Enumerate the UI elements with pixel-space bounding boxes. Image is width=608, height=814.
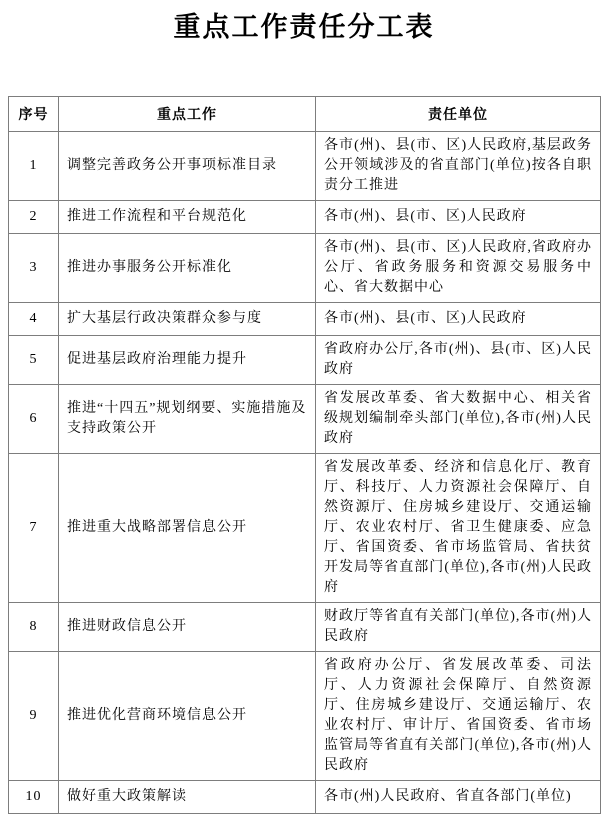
table-header-row	[9, 97, 601, 132]
table-row	[9, 234, 601, 303]
cell-responsible-unit: 省发展改革委、省大数据中心、相关省级规划编制牵头部门(单位),各市(州)人民政府	[316, 385, 601, 454]
cell-key-work: 做好重大政策解读	[59, 781, 316, 814]
responsibility-table	[8, 96, 601, 814]
cell-key-work: 推进财政信息公开	[59, 603, 316, 652]
col-header-unit: 责任单位	[316, 97, 601, 132]
cell-serial-number: 2	[9, 201, 59, 234]
cell-serial-number: 10	[9, 781, 59, 814]
cell-key-work: 扩大基层行政决策群众参与度	[59, 303, 316, 336]
cell-serial-number: 8	[9, 603, 59, 652]
cell-responsible-unit: 财政厅等省直有关部门(单位),各市(州)人民政府	[316, 603, 601, 652]
table-row	[9, 201, 601, 234]
cell-serial-number: 1	[9, 132, 59, 201]
table-row	[9, 303, 601, 336]
cell-key-work: 推进重大战略部署信息公开	[59, 454, 316, 603]
table-row	[9, 336, 601, 385]
page-title: 重点工作责任分工表	[173, 12, 435, 42]
table-row	[9, 781, 601, 814]
cell-serial-number: 5	[9, 336, 59, 385]
cell-responsible-unit: 省政府办公厅,各市(州)、县(市、区)人民政府	[316, 336, 601, 385]
cell-serial-number: 3	[9, 234, 59, 303]
cell-serial-number: 7	[9, 454, 59, 603]
cell-key-work: 推进“十四五”规划纲要、实施措施及支持政策公开	[59, 385, 316, 454]
col-header-work: 重点工作	[59, 97, 316, 132]
cell-responsible-unit: 省发展改革委、经济和信息化厅、教育厅、科技厅、人力资源社会保障厅、自然资源厅、住房城乡建设厅、交通运输厅、农业农村厅、省卫生健康委、应急厅、省国资委、省市场监管局、省扶贫开发局等省直部门(单位),各市(州)人民政府	[316, 454, 601, 603]
cell-key-work: 推进优化营商环境信息公开	[59, 652, 316, 781]
cell-key-work: 推进工作流程和平台规范化	[59, 201, 316, 234]
table-row	[9, 652, 601, 781]
table-row	[9, 132, 601, 201]
cell-serial-number: 6	[9, 385, 59, 454]
cell-responsible-unit: 各市(州)、县(市、区)人民政府,基层政务公开领域涉及的省直部门(单位)按各自职责分工推进	[316, 132, 601, 201]
cell-key-work: 推进办事服务公开标准化	[59, 234, 316, 303]
cell-key-work: 调整完善政务公开事项标准目录	[59, 132, 316, 201]
cell-responsible-unit: 各市(州)、县(市、区)人民政府	[316, 303, 601, 336]
table-row	[9, 603, 601, 652]
cell-key-work: 促进基层政府治理能力提升	[59, 336, 316, 385]
cell-serial-number: 4	[9, 303, 59, 336]
cell-responsible-unit: 各市(州)、县(市、区)人民政府	[316, 201, 601, 234]
table-row	[9, 385, 601, 454]
cell-responsible-unit: 各市(州)、县(市、区)人民政府,省政府办公厅、省政务服务和资源交易服务中心、省大数据中心	[316, 234, 601, 303]
cell-responsible-unit: 各市(州)人民政府、省直各部门(单位)	[316, 781, 601, 814]
col-header-no: 序号	[9, 97, 59, 132]
cell-responsible-unit: 省政府办公厅、省发展改革委、司法厅、人力资源社会保障厅、自然资源厅、住房城乡建设厅、交通运输厅、农业农村厅、审计厅、省国资委、省市场监管局等省直有关部门(单位),各市(州)人民政府	[316, 652, 601, 781]
cell-serial-number: 9	[9, 652, 59, 781]
table-row	[9, 454, 601, 603]
